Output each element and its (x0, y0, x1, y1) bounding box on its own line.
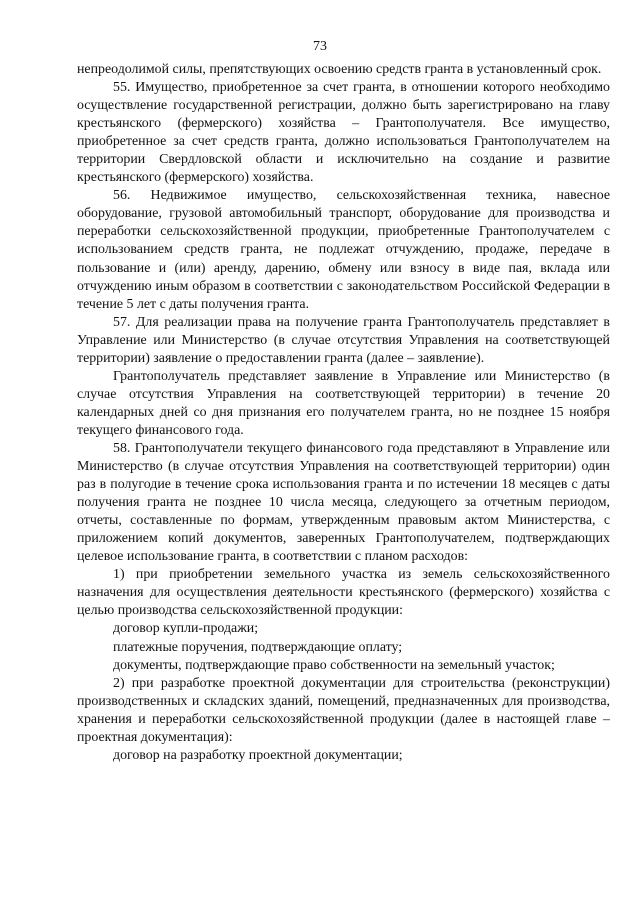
paragraph-application-deadline: Грантополучатель представляет заявление в Управление или Министерство (в случае отсутствия Управления на соответствующей территории) в течение 20 календарных дней со дня признания его получателем гранта, но не позднее 15 ноября текущего финансового года. (77, 368, 610, 438)
list-item-sale-contract: договор купли-продажи; (113, 621, 259, 637)
paragraph-subitem-2: 2) при разработке проектной документации для строительства (реконструкции) производственных и складских зданий, помещений, предназначенных для производства, хранения и переработки сельскохозяйственной продукции (далее в настоящей главе – проектная документация): (77, 675, 610, 745)
paragraph-subitem-1: 1) при приобретении земельного участка из земель сельскохозяйственного назначения для осуществления деятельности крестьянского (фермерского) хозяйства с целью производства сельскохозяйственной продукции: (77, 567, 610, 619)
list-item-ownership-documents: документы, подтверждающие право собственности на земельный участок; (113, 657, 555, 673)
document-body (77, 61, 610, 765)
page-number: 73 (313, 39, 327, 54)
paragraph-item-57: 57. Для реализации права на получение гранта Грантополучатель представляет в Управление или Министерство (в случае отсутствия Управления на соответствующей территории) заявление о предоставлении гранта (далее – заявление). (77, 314, 610, 366)
paragraph-item-55: 55. Имущество, приобретенное за счет гранта, в отношении которого необходимо осуществление государственной регистрации, должно быть зарегистрировано на главу крестьянского (фермерского) хозяйства – Грантополучателя. Все имущество, приобретенное за счет средств гранта, должно использоваться Грантополучателем на территории Свердловской области и исключительно на создание и развитие крестьянского (фермерского) хозяйства. (77, 80, 610, 186)
paragraph-item-56: 56. Недвижимое имущество, сельскохозяйственная техника, навесное оборудование, грузовой автомобильный транспорт, оборудование для производства и переработки сельскохозяйственной продукции, приобретенные Грантополучателем с использованием средств гранта, не подлежат отчуждению, продаже, передаче в пользование и (или) аренду, дарению, обмену или взносу в виде пая, вклада или отчуждению иным образом в соответствии с законодательством Российской Федерации в течение 5 лет с даты получения гранта. (77, 188, 610, 312)
list-item-design-contract: договор на разработку проектной документации; (113, 747, 403, 763)
list-item-payment-orders: платежные поручения, подтверждающие оплату; (113, 639, 403, 655)
paragraph-item-58: 58. Грантополучатели текущего финансового года представляют в Управление или Министерство (в случае отсутствия Управления на соответствующей территории) один раз в полугодие в течение срока использования гранта и по истечении 18 месяцев с даты получения гранта не позднее 10 числа месяца, следующего за отчетным периодом, отчеты, составленные по формам, утвержденным правовым актом Министерства, с приложением копий документов, заверенных Грантополучателем, подтверждающих целевое использование гранта, в соответствии с планом расходов: (77, 440, 610, 565)
paragraph-continuation: непреодолимой силы, препятствующих освоению средств гранта в установленный срок. (77, 62, 602, 77)
